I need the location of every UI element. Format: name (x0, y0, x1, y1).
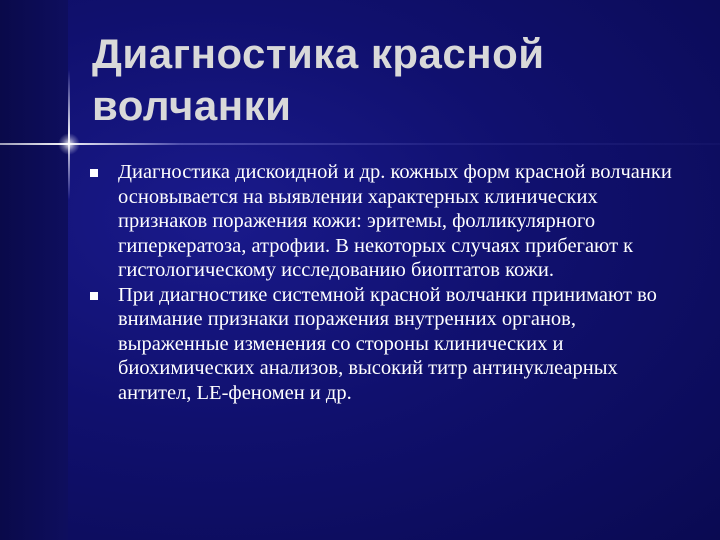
bullet-text: Диагностика дискоидной и др. кожных форм красной волчанки основывается на выявлении характерных клинических признаков поражения кожи: эритемы, фолликулярного гиперкератоза, атрофии. В некоторых случаях прибегают к гистологическому исследованию биоптатов кожи. (118, 161, 672, 281)
bullet-item (88, 160, 688, 283)
square-bullet-icon (90, 292, 98, 300)
sparkle-star-icon (58, 133, 80, 155)
bullet-item (88, 283, 688, 406)
bullet-list (88, 160, 688, 405)
slide-title: Диагностика красной волчанки (92, 30, 545, 129)
left-decorative-band (0, 0, 68, 540)
bullet-text: При диагностике системной красной волчанки принимают во внимание признаки поражения внутренних органов, выраженные изменения со стороны клинических и биохимических анализов, высокий титр антинуклеарных антител, LE-феномен и др. (118, 283, 657, 404)
sparkle-horizontal-line (0, 143, 720, 145)
square-bullet-icon (90, 169, 98, 177)
